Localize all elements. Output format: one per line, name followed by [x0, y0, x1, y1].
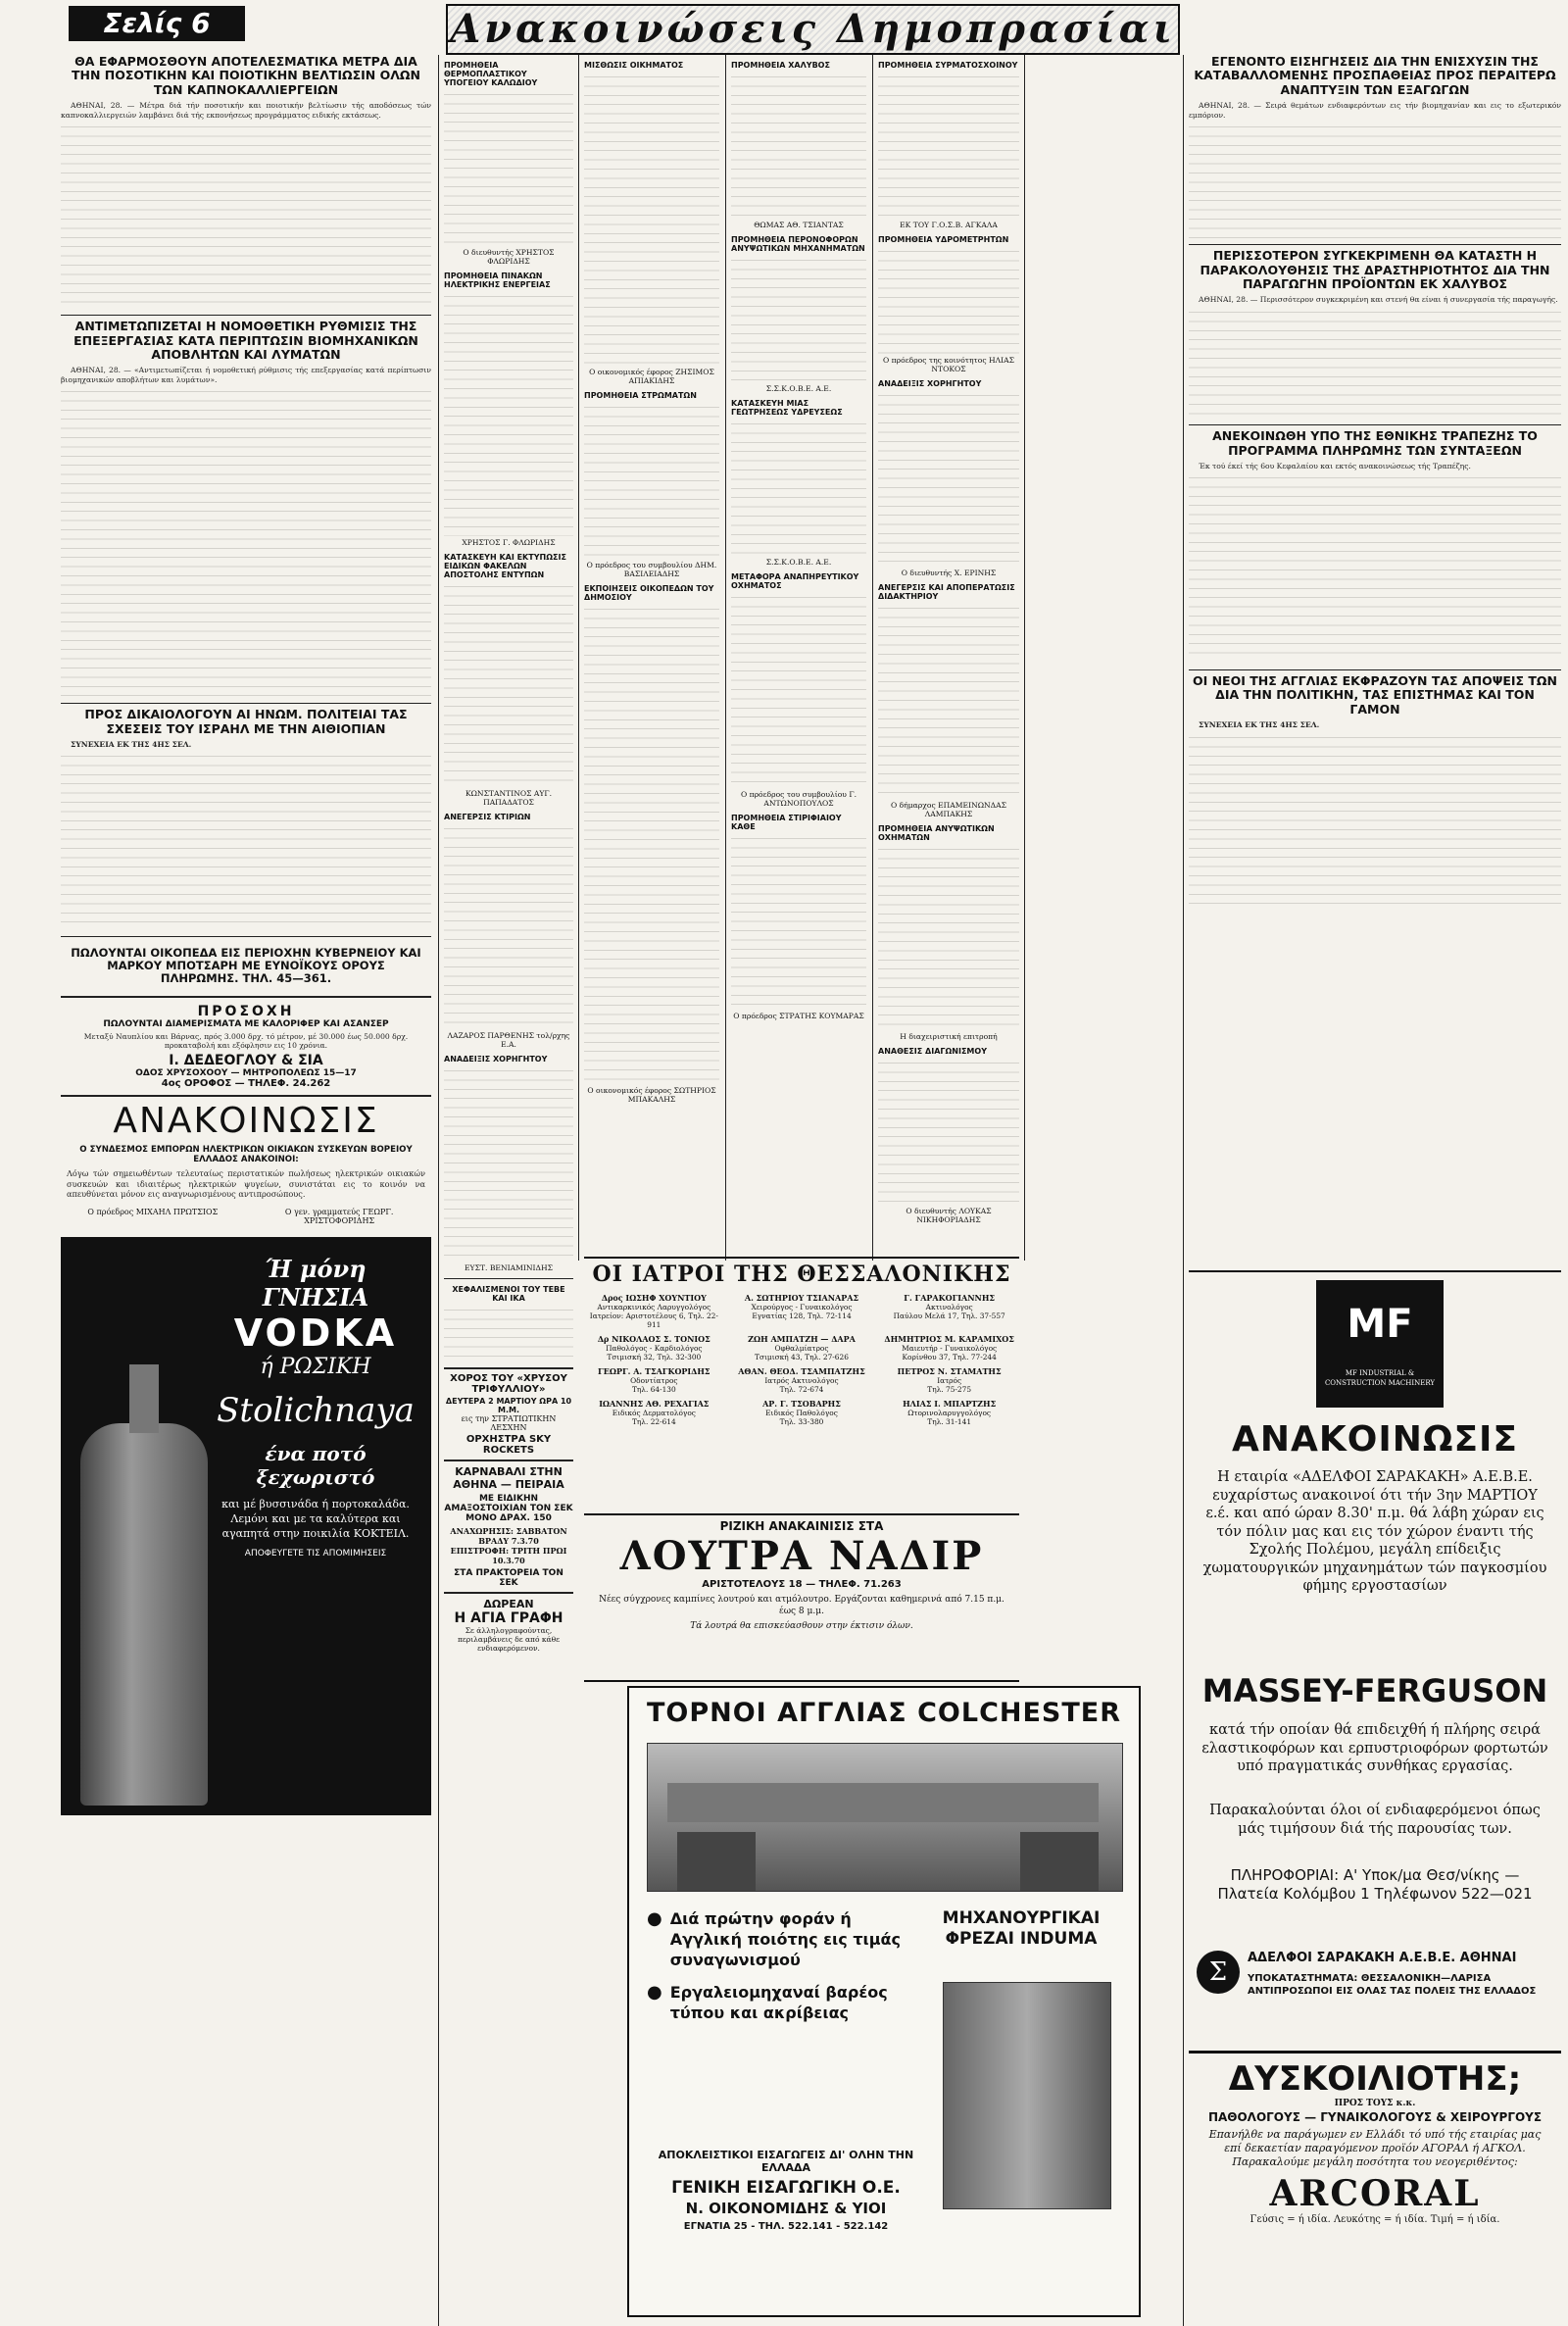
arcoral-sub: ΠΡΟΣ ΤΟΥΣ κ.κ.	[1334, 2099, 1416, 2108]
doctor-spec: Ιατρός	[937, 1376, 962, 1386]
doctor-spec: Ωτορινολαρυγγολόγος	[907, 1409, 992, 1418]
signature-president: Ο πρόεδρος ΜΙΧΑΗΛ ΠΡΩΤΣΙΟΣ	[87, 1207, 219, 1216]
ad-arcoral: ΔΥΣΚΟΙΛΙΟΤΗΣ; ΠΡΟΣ ΤΟΥΣ κ.κ. ΠΑΘΟΛΟΓΟΥΣ — ΓΥΝΑΙΚΟΛΟΓΟΥΣ & ΧΕΙΡΟΥΡΓΟΥΣ Επανήλθε να παράγωμεν εν Ελλάδι τό υπό τής εταιρίας μας επί δεκαετίαν παραγόμενον προϊόν ΑΓΟΡΑΛ ή ΑΓΚΟΛ. Παρακαλούμε μεγάλη ποσότητα του νεογεριθέντος: ARCORAL Γεύσις = ή ιδία. Λευκότης = ή ιδία. Τιμή = ή ιδία.	[1189, 2051, 1561, 2322]
doctor-entry	[584, 1335, 724, 1361]
notice-signature: Ο διευθυντής ΧΡΗΣΤΟΣ ΦΛΩΡΙΔΗΣ	[463, 248, 555, 266]
arcoral-brand: ARCORAL	[1269, 2173, 1481, 2214]
doctor-name: Γ. ΓΑΡΑΚΟΓΙΑΝΝΗΣ	[904, 1293, 996, 1304]
article-israel	[61, 740, 431, 932]
doctor-addr: Τηλ. 72-674	[779, 1385, 824, 1395]
doctor-entry	[584, 1400, 724, 1426]
induma-title: ΜΗΧΑΝΟΥΡΓΙΚΑΙ ΦΡΕΖΑΙ INDUMA	[942, 1908, 1101, 1949]
notice-signature: Σ.Σ.Κ.Ο.Β.Ε. Α.Ε.	[765, 384, 832, 393]
headline-israel: ΠΡΟΣ ΔΙΚΑΙΟΛΟΓΟΥΝ ΑΙ ΗΝΩΜ. ΠΟΛΙΤΕΙΑΙ ΤΑΣ ΣΧΕΣΕΙΣ ΤΟΥ ΙΣΡΑΗΛ ΜΕ ΤΗΝ ΑΙΘΙΟΠΙΑΝ	[84, 707, 408, 736]
notice-signature: Ο διευθυντής ΛΟΥΚΑΣ ΝΙΚΗΦΟΡΙΑΔΗΣ	[906, 1207, 992, 1224]
doctor-entry	[732, 1367, 872, 1394]
doctor-entry	[732, 1294, 872, 1329]
notice-signature: Ο πρόεδρος ΣΤΡΑΤΗΣ ΚΟΥΜΑΡΑΣ	[733, 1012, 864, 1020]
doctor-addr: Εγνατίας 128, Τηλ. 72-114	[752, 1311, 852, 1321]
doctor-entry	[584, 1294, 724, 1329]
doctor-entry	[732, 1335, 872, 1361]
doctor-spec: Παθολόγος - Καρδιολόγος	[606, 1344, 703, 1354]
notice-signature: ΘΩΜΑΣ ΑΘ. ΤΣΙΑΝΤΑΣ	[754, 221, 844, 229]
notice-title: ΕΚΠΟΙΗΣΕΙΣ ΟΙΚΟΠΕΔΩΝ ΤΟΥ ΔΗΜΟΣΙΟΥ	[584, 584, 714, 602]
column-rule	[1024, 55, 1025, 1261]
doctor-addr: Τηλ. 33-380	[779, 1417, 824, 1427]
doctor-addr: Τσιμισκή 32, Τηλ. 32-300	[607, 1353, 702, 1362]
signature-secretary: Ο γεν. γραμματεύς ΓΕΩΡΓ. ΧΡΙΣΤΟΦΟΡΙΔΗΣ	[284, 1207, 394, 1225]
notice-signature: Ο πρόεδρος του συμβουλίου Γ. ΑΝΤΩΝΟΠΟΥΛΟΣ	[740, 790, 858, 808]
dateline: Έκ τού έκεί τής 6ου Κεφαλαίου και εκτός ανακοινώσεως τής Τραπέζης.	[1199, 462, 1471, 470]
banner: Ανακοινώσεις Δημοπρασίαι	[446, 4, 1180, 55]
dateline: ΑΘΗΝΑΙ, 28. — «Αντιμετωπίζεται ή νομοθετική ρύθμισις τής επεξεργασίας κατά περίπτωσιν βιομηχανικών αποβλήτων και λυμάτων».	[61, 366, 431, 384]
doctor-name: ΖΩΗ ΑΜΠΑΤΖΗ — ΔΑΡΑ	[748, 1334, 856, 1345]
doctor-entry	[879, 1400, 1019, 1426]
headline-pensions: ΑΝΕΚΟΙΝΩΘΗ ΥΠΟ ΤΗΣ ΕΘΝΙΚΗΣ ΤΡΑΠΕΖΗΣ ΤΟ ΠΡΟΓΡΑΜΜΑ ΠΛΗΡΩΜΗΣ ΤΩΝ ΣΥΝΤΑΞΕΩΝ	[1212, 428, 1538, 458]
benefit-heavy: Εργαλειομηχαναί βαρέος τύπου και ακρίβειας	[669, 1983, 888, 2022]
notice-title: ΠΡΟΜΗΘΕΙΑ ΠΙΝΑΚΩΝ ΗΛΕΚΤΡΙΚΗΣ ΕΝΕΡΓΕΙΑΣ	[444, 272, 551, 289]
column-4	[731, 55, 866, 1202]
article-waste	[61, 366, 431, 699]
importer-line: ΑΠΟΚΛΕΙΣΤΙΚΟΙ ΕΙΣΑΓΩΓΕΙΣ ΔΙ' ΟΛΗΝ ΤΗΝ ΕΛΛΑΔΑ	[658, 2149, 914, 2174]
mf-branches: ΥΠΟΚΑΤΑΣΤΗΜΑΤΑ: ΘΕΣΣΑΛΟΝΙΚΗ—ΛΑΡΙΣΑ ΑΝΤΙΠΡΟΣΩΠΟΙ ΕΙΣ ΟΛΑΣ ΤΑΣ ΠΟΛΕΙΣ ΤΗΣ ΕΛΛΑΔΟΣ	[1248, 1973, 1537, 1997]
headline-youth: ΟΙ ΝΕΟΙ ΤΗΣ ΑΓΓΛΙΑΣ ΕΚΦΡΑΖΟΥΝ ΤΑΣ ΑΠΟΨΕΙΣ ΤΩΝ ΔΙΑ ΤΗΝ ΠΟΛΙΤΙΚΗΝ, ΤΑΣ ΕΠΙΣΤΗΜΑΣ ΚΑΙ ΤΟΝ ΓΑΜΟΝ	[1192, 673, 1558, 717]
doctor-spec: Οδοντίατρος	[630, 1376, 678, 1386]
column-1	[61, 55, 431, 2319]
doctor-addr: Τηλ. 31-141	[927, 1417, 972, 1427]
milling-machine-photo	[943, 1982, 1111, 2209]
ad-bible: ΔΩΡΕΑΝ Η ΑΓΙΑ ΓΡΑΦΗ Σε άλληλογραφούντας, περιλαμβάνεις δε από κάθε ενδιαφερόμενον.	[454, 1598, 564, 1653]
column-rule	[578, 55, 579, 1261]
column-2	[444, 55, 573, 2319]
mf-logo-mark: MF	[1347, 1302, 1413, 1347]
continuation: ΣΥΝΕΧΕΙΑ ΕΚ ΤΗΣ 4ΗΣ ΣΕΛ.	[71, 740, 192, 749]
dateline: ΑΘΗΝΑΙ, 28. — Μέτρα διά τήν ποσοτικήν και ποιοτικήν βελτίωσιν τής αποδόσεως τών καπνοκαλλιεργειών λαμβάνει διά τής εκπονήσεως προγράμματος ειδικής εκτάσεως.	[61, 101, 431, 120]
headline-waste: ΑΝΤΙΜΕΤΩΠΙΖΕΤΑΙ Η ΝΟΜΟΘΕΤΙΚΗ ΡΥΘΜΙΣΙΣ ΤΗΣ ΕΠΕΞΕΡΓΑΣΙΑΣ ΚΑΤΑ ΠΕΡΙΠΤΩΣΙΝ ΒΙΟΜΗΧΑΝΙΚΩΝ ΑΠΟΒΛΗΤΩΝ ΚΑΙ ΛΥΜΑΤΩΝ	[74, 319, 418, 362]
dateline: ΑΘΗΝΑΙ, 28. — Σειρά θεμάτων ενδιαφερόντων εις τήν βιομηχανίαν και εις το εξωτερικόν εμπόριον.	[1189, 101, 1561, 120]
doctor-addr: Παύλου Μελά 17, Τηλ. 37-557	[893, 1311, 1005, 1321]
doctor-spec: Χειρούργος - Γυναικολόγος	[751, 1303, 853, 1312]
ad-massey-ferguson: MF MF INDUSTRIAL & CONSTRUCTION MACHINERY ΑΝΑΚΟΙΝΩΣΙΣ Η εταιρία «ΑΔΕΛΦΟΙ ΣΑΡΑΚΑΚΗ» Α.Ε.Β.Ε. ευχαρίστως ανακοινοί ότι τήν 3ην ΜΑΡΤΙΟΥ ε.έ. και από ώραν 8.30' π.μ. θά λάβη χώραν εις τόν πόλιν μας και εις τόν χώρον έναντι τής Σχολής Πολέμου, μεγάλη επίδειξις χωματουργικών μηχανημάτων τών παγκοσμίου φήμης εργοστασίων MASSEY-FERGUSON κατά τήν οποίαν θά επιδειχθή ή πλήρης σειρά ελαστικοφόρων και ερπυστριοφόρων φορτωτών υπό πραγματικάς συνθήκας εργασίας. Παρακαλούνται όλοι οί ενδιαφερόμενοι όπως μάς τιμήσουν διά τής παρουσίας των. ΠΛΗΡΟΦΟΡΙΑΙ: Α' Υποκ/μα Θεσ/νίκης — Πλατεία Κολόμβου 1 Τηλέφωνον 522—021 Σ ΑΔΕΛΦΟΙ ΣΑΡΑΚΑΚΗ Α.Ε.Β.Ε. ΑΘΗΝΑΙ ΥΠΟΚΑΤΑΣΤΗΜΑΤΑ: ΘΕΣΣΑΛΟΝΙΚΗ—ΛΑΡΙΣΑ ΑΝΤΙΠΡΟΣΩΠΟΙ ΕΙΣ ΟΛΑΣ ΤΑΣ ΠΟΛΕΙΣ ΤΗΣ ΕΛΛΑΔΟΣ	[1189, 1270, 1561, 2047]
doctor-name: ΠΕΤΡΟΣ Ν. ΣΤΑΜΑΤΗΣ	[897, 1366, 1002, 1377]
mf-logo-text: MF INDUSTRIAL & CONSTRUCTION MACHINERY	[1324, 1369, 1436, 1387]
bullet-icon: ●	[647, 1908, 662, 1929]
doctor-name: ΗΛΙΑΣ Ι. ΜΠΑΡΤΖΗΣ	[903, 1399, 997, 1410]
headline-steel: ΠΕΡΙΣΣΟΤΕΡΟΝ ΣΥΓΚΕΚΡΙΜΕΝΗ ΘΑ ΚΑΤΑΣΤΗ Η ΠΑΡΑΚΟΛΟΥΘΗΣΙΣ ΤΗΣ ΔΡΑΣΤΗΡΙΟΤΗΤΟΣ ΔΙΑ ΤΗΝ ΠΑΡΑΓΩΓΗΝ ΠΡΟΪΟΝΤΩΝ ΕΚ ΧΑΛΥΒΟΣ	[1200, 248, 1550, 291]
notice-signature: Ο οικονομικός έφορος ΖΗΣΙΜΟΣ ΑΠΙΑΚΙΔΗΣ	[589, 368, 714, 385]
doctor-name: ΓΕΩΡΓ. Α. ΤΣΑΓΚΟΡΙΔΗΣ	[598, 1366, 710, 1377]
doctor-entry	[879, 1294, 1019, 1329]
doctor-spec: Οφθαλμίατρος	[774, 1344, 829, 1354]
doctor-entry	[732, 1400, 872, 1426]
mf-brand: MASSEY-FERGUSON	[1201, 1672, 1548, 1709]
notice-title: ΠΡΟΜΗΘΕΙΑ ΘΕΡΜΟΠΛΑΣΤΙΚΟΥ ΥΠΟΓΕΙΟΥ ΚΑΛΩΔΙΟΥ	[444, 61, 538, 87]
doctor-entry	[879, 1335, 1019, 1361]
notice-signature: Σ.Σ.Κ.Ο.Β.Ε. Α.Ε.	[765, 558, 832, 567]
doctor-addr: Τηλ. 22-614	[631, 1417, 676, 1427]
importer-address: ΕΓΝΑΤΙΑ 25 - ΤΗΛ. 522.141 - 522.142	[683, 2221, 889, 2232]
bottle-illustration	[80, 1423, 208, 1806]
doctor-name: ΔΗΜΗΤΡΙΟΣ Μ. ΚΑΡΑΜΙΧΟΣ	[884, 1334, 1014, 1345]
column-rule	[438, 55, 439, 2326]
mf-text-intro: Η εταιρία «ΑΔΕΛΦΟΙ ΣΑΡΑΚΑΚΗ» Α.Ε.Β.Ε. ευχαρίστως ανακοινοί ότι τήν 3ην ΜΑΡΤΙΟΥ ε.έ. και από ώραν 8.30' π.μ. θά λάβη χώραν εις τόν πόλιν μας και εις τόν χώρον έναντι τής Σχολής Πολέμου, μεγάλη επίδειξις χωματουργικών μηχανημάτων τών παγκοσμίου φήμης εργοστασίων	[1202, 1469, 1547, 1594]
notice-title: ΧΕΦΑΛΙΣΜΕΝΟΙ ΤΟΥ ΤΕΒΕ ΚΑΙ ΙΚΑ	[452, 1285, 565, 1303]
doctor-name: ΙΩΑΝΝΗΣ ΑΘ. ΡΕΧΑΓΙΑΣ	[599, 1399, 710, 1410]
column-rule	[1183, 55, 1184, 2326]
notice-signature: ΛΑΖΑΡΟΣ ΠΑΡΘΕΝΗΣ τολ/ρχης Ε.Α.	[447, 1031, 570, 1049]
doctor-name: ΑΘΑΝ. ΘΕΟΔ. ΤΣΑΜΠΑΤΖΗΣ	[738, 1366, 865, 1377]
mf-company: ΑΔΕΛΦΟΙ ΣΑΡΑΚΑΚΗ Α.Ε.Β.Ε. ΑΘΗΝΑΙ	[1248, 1951, 1517, 1965]
mf-text-invite: Παρακαλούνται όλοι οί ενδιαφερόμενοι όπως μάς τιμήσουν διά τής παρουσίας των.	[1209, 1803, 1541, 1837]
notice-title: ΠΡΟΜΗΘΕΙΑ ΣΤΙΡΙΦΙΑΙΟΥ ΚΑΘΕ	[731, 814, 842, 831]
doctor-addr: Τηλ. 75-275	[927, 1385, 972, 1395]
page-label: Σελίς 6	[69, 6, 245, 41]
notice-signature: Ο πρόεδρος της κοινότητος ΗΛΙΑΣ ΝΤΟΚΟΣ	[883, 356, 1014, 373]
ad-prosoxi: ΠΡΟΣΟΧΗ ΠΩΛΟΥΝΤΑΙ ΔΙΑΜΕΡΙΣΜΑΤΑ ΜΕ ΚΑΛΟΡΙΦΕΡ ΚΑΙ ΑΣΑΝΣΕΡ Μεταξύ Ναυπλίου και Βάρνας, πρός 3.000 δρχ. τό μέτρον, μέ 30.000 έως 50.000 δρχ. προκαταβολή και εξόφλησιν εις 10 χρόνια. Ι. ΔΕΔΕΟΓΛΟΥ & ΣΙΑ ΟΔΟΣ ΧΡΥΣΟΧΟΟΥ — ΜΗΤΡΟΠΟΛΕΩΣ 15—17 4ος ΟΡΟΦΟΣ — ΤΗΛΕΦ. 24.262	[83, 1003, 409, 1090]
continuation: ΣΥΝΕΧΕΙΑ ΕΚ ΤΗΣ 4ΗΣ ΣΕΛ.	[1199, 720, 1320, 730]
doctor-spec: Αντικαρκινικός Λαρυγγολόγος	[597, 1303, 711, 1312]
bullet-icon: ●	[647, 1982, 662, 2003]
article-tobacco	[61, 101, 431, 311]
doctor-name: Α. ΣΩΤΗΡΙΟΥ ΤΣΙΑΝΑΡΑΣ	[744, 1293, 859, 1304]
mf-info: ΠΛΗΡΟΦΟΡΙΑΙ: Α' Υποκ/μα Θεσ/νίκης — Πλατεία Κολόμβου 1 Τηλέφωνον 522—021	[1217, 1866, 1533, 1903]
ad-loutra-nadir: ΡΙΖΙΚΗ ΑΝΑΚΑΙΝΙΣΙΣ ΣΤΑ ΛΟΥΤΡΑ ΝΑΔΙΡ ΑΡΙΣΤΟΤΕΛΟΥΣ 18 — ΤΗΛΕΦ. 71.263 Νέες σύγχρονες καμπίνες λουτρού και ατμόλουτρο. Εργάζονται καθημερινά από 7.15 π.μ. έως 8 μ.μ. Τά λουτρά θα επισκεύασθουν στην έκτισιν όλων.	[584, 1513, 1019, 1682]
doctor-addr: Ιατρείον: Αριστοτέλους 6, Τηλ. 22-911	[589, 1311, 718, 1330]
column-rule	[872, 55, 873, 1261]
notice-signature: Ο διευθυντής Χ. ΕΡΙΝΗΣ	[901, 569, 997, 577]
notice-signature: ΧΡΗΣΤΟΣ Γ. ΦΛΩΡΙΔΗΣ	[462, 538, 556, 547]
ad-vodka: Ή μόνη ΓΝΗΣΙΑ VODKA ή ΡΩΣΙΚΗ Stolichnaya ένα ποτό ξεχωριστό και μέ βυσσινάδα ή πορτοκαλάδα. Λεμόνι και με τα καλύτερα και αγαπητά στην ποικιλία ΚΟΚΤΕΙΛ. ΑΠΟΦΕΥΓΕΤΕ ΤΙΣ ΑΠΟΜΙΜΗΣΕΙΣ	[61, 1237, 431, 1815]
ad-dance: ΧΟΡΟΣ ΤΟΥ «ΧΡΥΣΟΥ ΤΡΙΦΥΛΛΙΟΥ» ΔΕΥΤΕΡΑ 2 ΜΑΡΤΙΟΥ ΩΡΑ 10 Μ.Μ. εις την ΣΤΡΑΤΙΩΤΙΚΗΝ ΛΕΣΧΗΝ ΟΡΧΗΣΤΡΑ SKY ROCKETS	[445, 1373, 572, 1456]
notice-title: ΠΡΟΜΗΘΕΙΑ ΣΤΡΩΜΑΤΩΝ	[584, 391, 697, 400]
importer-family: Ν. ΟΙΚΟΝΟΜΙΔΗΣ & ΥΙΟΙ	[685, 2200, 887, 2217]
notice-signature: Ο οικονομικός έφορος ΣΩΤΗΡΙΟΣ ΜΠΑΚΑΛΗΣ	[587, 1086, 716, 1104]
doctor-spec: Ακτινολόγος	[925, 1303, 973, 1312]
ad-plots-for-sale: ΠΩΛΟΥΝΤΑΙ ΟΙΚΟΠΕΔΑ ΕΙΣ ΠΕΡΙΟΧΗΝ ΚΥΒΕΡΝΕΙΟΥ ΚΑΙ ΜΑΡΚΟΥ ΜΠΟΤΣΑΡΗ ΜΕ ΕΥΝΟΪΚΟΥΣ ΟΡΟΥΣ ΠΛΗΡΩΜΗΣ. ΤΗΛ. 45—361.	[71, 946, 421, 986]
doctor-spec: Ιατρός Ακτινολόγος	[764, 1376, 839, 1386]
doctors-directory	[584, 1257, 1019, 1511]
headline-tobacco: ΘΑ ΕΦΑΡΜΟΣΘΟΥΝ ΑΠΟΤΕΛΕΣΜΑΤΙΚΑ ΜΕΤΡΑ ΔΙΑ ΤΗΝ ΠΟΣΟΤΙΚΗΝ ΚΑΙ ΠΟΙΟΤΙΚΗΝ ΒΕΛΤΙΩΣΙΝ ΟΛΩΝ ΤΩΝ ΚΑΠΝΟΚΑΛΛΙΕΡΓΕΙΩΝ	[72, 55, 420, 97]
column-rule	[725, 55, 726, 1261]
doctor-entry	[584, 1367, 724, 1394]
notice-title: ΠΡΟΜΗΘΕΙΑ ΥΔΡΟΜΕΤΡΗΤΩΝ	[878, 235, 1009, 244]
notice-title: ΚΑΤΑΣΚΕΥΗ ΚΑΙ ΕΚΤΥΠΩΣΙΣ ΕΙΔΙΚΩΝ ΦΑΚΕΛΩΝ ΑΠΟΣΤΟΛΗΣ ΕΝΤΥΠΩΝ	[444, 553, 566, 579]
doctors-title: ΟΙ ΙΑΤΡΟΙ ΤΗΣ ΘΕΣΣΑΛΟΝΙΚΗΣ	[592, 1262, 1011, 1287]
ad-carnival: ΚΑΡΝΑΒΑΛΙ ΣΤΗΝ ΑΘΗΝΑ — ΠΕΙΡΑΙΑ ΜΕ ΕΙΔΙΚΗΝ ΑΜΑΞΟΣΤΟΙΧΙΑΝ ΤΟΝ ΣΕΚ ΜΟΝΟ ΔΡΑΧ. 150 ΑΝΑΧΩΡΗΣΙΣ: ΣΑΒΒΑΤΟΝ ΒΡΑΔΥ 7.3.70 ΕΠΙΣΤΡΟΦΗ: ΤΡΙΤΗ ΠΡΩΙ 10.3.70 ΣΤΑ ΠΡΑΚΤΟΡΕΙΑ ΤΟΝ ΣΕΚ	[444, 1465, 573, 1588]
notice-signature: ΕΚ ΤΟΥ Γ.Ο.Σ.Β. ΑΓΚΑΛΑ	[900, 221, 998, 229]
notice-signature: Ο πρόεδρος του συμβουλίου ΔΗΜ. ΒΑΣΙΛΕΙΑΔΗΣ	[586, 561, 717, 578]
notice-title: ΜΕΤΑΦΟΡΑ ΑΝΑΠΗΡΕΥΤΙΚΟΥ ΟΧΗΜΑΤΟΣ	[731, 572, 859, 590]
column-3	[584, 55, 719, 1202]
stolichnaya-logo: Stolichnaya	[217, 1390, 415, 1430]
lathe-photo	[647, 1743, 1123, 1892]
doctor-spec: Μαιευτήρ - Γυναικολόγος	[902, 1344, 998, 1354]
doctor-spec: Ειδικός Δερματολόγος	[612, 1409, 696, 1418]
doctor-addr: Κορίνθου 37, Τηλ. 77-244	[902, 1353, 997, 1362]
notice-title: ΠΡΟΜΗΘΕΙΑ ΣΥΡΜΑΤΟΣΧΟΙΝΟΥ	[878, 61, 1018, 70]
doctor-addr: Τσιμισκή 43, Τηλ. 27-626	[755, 1353, 849, 1362]
doctor-spec: Ειδικός Παθολόγος	[765, 1409, 838, 1418]
ad-appliance-notice: ΑΝΑΚΟΙΝΩΣΙΣ Ο ΣΥΝΔΕΣΜΟΣ ΕΜΠΟΡΩΝ ΗΛΕΚΤΡΙΚΩΝ ΟΙΚΙΑΚΩΝ ΣΥΣΚΕΥΩΝ ΒΟΡΕΙΟΥ ΕΛΛΑΔΟΣ ΑΝΑΚΟΙΝΟΙ: Λόγω τών σημειωθέντων τελευταίως περιστατικών πωλήσεως ηλεκτρικών οικιακών συσκευών και ιδιαιτέρως ηλεκτρικών ψυγείων, συνιστάται εις το κοινόν να απευθύνεται μόνον εις αναγνωρισμένους αντιπροσώπους. Ο πρόεδρος ΜΙΧΑΗΛ ΠΡΩΤΣΙΟΣ Ο γεν. γραμματεύς ΓΕΩΡΓ. ΧΡΙΣΤΟΦΟΡΙΔΗΣ	[67, 1101, 425, 1225]
notice-title: ΑΝΑΘΕΣΙΣ ΔΙΑΓΩΝΙΣΜΟΥ	[878, 1047, 987, 1056]
column-6	[1189, 55, 1561, 1270]
doctor-entry	[879, 1367, 1019, 1394]
notice-signature: Η διαχειριστική επιτροπή	[900, 1032, 998, 1041]
importer-name: ΓΕΝΙΚΗ ΕΙΣΑΓΩΓΙΚΗ Ο.Ε.	[671, 2178, 901, 2198]
notice-signature: ΚΩΝΣΤΑΝΤΙΝΟΣ ΑΥΓ. ΠΑΠΑΔΑΤΟΣ	[465, 789, 553, 807]
arcoral-text: Επανήλθε να παράγωμεν εν Ελλάδι τό υπό τής εταιρίας μας επί δεκαετίαν παραγόμενον προϊόν ΑΓΟΡΑΛ ή ΑΓΚΟΛ. Παρακαλούμε μεγάλη ποσότητα του νεογεριθέντος:	[1208, 2128, 1542, 2168]
benefit-quality: Διά πρώτην φοράν ή Αγγλική ποιότης εις τιμάς συναγωνισμού	[669, 1909, 902, 1969]
notice-title: ΑΝΑΔΕΙΞΙΣ ΧΟΡΗΓΗΤΟΥ	[444, 1055, 548, 1064]
ad-colchester: ΤΟΡΝΟΙ ΑΓΓΛΙΑΣ COLCHESTER ● Διά πρώτην φοράν ή Αγγλική ποιότης εις τιμάς συναγωνισμού ● Εργαλειομηχαναί βαρέος τύπου και ακρίβειας ΜΗΧΑΝΟΥΡΓΙΚΑΙ ΦΡΕΖΑΙ INDUMA ΑΠΟΚΛΕΙΣΤΙΚΟΙ ΕΙΣΑΓΩΓΕΙΣ ΔΙ' ΟΛΗΝ ΤΗΝ ΕΛΛΑΔΑ ΓΕΝΙΚΗ ΕΙΣΑΓΩΓΙΚΗ Ο.Ε. Ν. ΟΙΚΟΝΟΜΙΔΗΣ & ΥΙΟΙ ΕΓΝΑΤΙΑ 25 - ΤΗΛ. 522.141 - 522.142	[627, 1686, 1141, 2317]
notice-signature: Ο δήμαρχος ΕΠΑΜΕΙΝΩΝΔΑΣ ΛΑΜΠΑΚΗΣ	[890, 801, 1007, 818]
notice-title: ΜΙΣΘΩΣΙΣ ΟΙΚΗΜΑΤΟΣ	[584, 61, 684, 70]
doctor-name: ΑΡ. Γ. ΤΣΟΒΑΡΗΣ	[762, 1399, 841, 1410]
mf-text-demo: κατά τήν οποίαν θά επιδειχθή ή πλήρης σειρά ελαστικοφόρων και ερπυστριοφόρων φορτωτών υπό πραγματικάς συνθήκας εργασίας.	[1201, 1722, 1548, 1774]
doctor-addr: Τηλ. 64-130	[631, 1385, 676, 1395]
notice-title: ΠΡΟΜΗΘΕΙΑ ΑΝΥΨΩΤΙΚΩΝ ΟΧΗΜΑΤΩΝ	[878, 824, 995, 842]
dateline: ΑΘΗΝΑΙ, 28. — Περισσότερον συγκεκριμένη και στενή θα είναι ή συνεργασία τής παραγωγής.	[1199, 295, 1558, 305]
sarakakis-logo: Σ	[1197, 1951, 1240, 1994]
notice-title: ΚΑΤΑΣΚΕΥΗ ΜΙΑΣ ΓΕΩΤΡΗΣΕΩΣ ΥΔΡΕΥΣΕΩΣ	[731, 399, 843, 417]
doctor-name: Δρ ΝΙΚΟΛΑΟΣ Σ. ΤΟΝΙΟΣ	[597, 1334, 710, 1345]
notice-title: ΑΝΕΓΕΡΣΙΣ ΚΤΙΡΙΩΝ	[444, 813, 531, 821]
notice-signature: ΕΥΣΤ. ΒΕΝΙΑΜΙΝΙΔΗΣ	[465, 1263, 553, 1272]
mf-logo	[1316, 1280, 1444, 1408]
arcoral-foot: Γεύσις = ή ιδία. Λευκότης = ή ιδία. Τιμή = ή ιδία.	[1250, 2214, 1500, 2225]
doctor-name: Δρος ΙΩΣΗΦ ΧΟΥΝΤΙΟΥ	[601, 1293, 707, 1304]
notice-title: ΑΝΕΓΕΡΣΙΣ ΚΑΙ ΑΠΟΠΕΡΑΤΩΣΙΣ ΔΙΔΑΚΤΗΡΙΟΥ	[878, 583, 1015, 601]
headline-exports: ΕΓΕΝΟΝΤΟ ΕΙΣΗΓΗΣΕΙΣ ΔΙΑ ΤΗΝ ΕΝΙΣΧΥΣΙΝ ΤΗΣ ΚΑΤΑΒΑΛΛΟΜΕΝΗΣ ΠΡΟΣΠΑΘΕΙΑΣ ΠΡΟΣ ΠΕΡΑΙΤΕΡΩ ΑΝΑΠΤΥΞΙΝ ΤΩΝ ΕΞΑΓΩΓΩΝ	[1194, 55, 1556, 97]
doctors-list	[584, 1291, 1019, 1429]
notice-title: ΠΡΟΜΗΘΕΙΑ ΧΑΛΥΒΟΣ	[731, 61, 830, 70]
notice-title: ΑΝΑΔΕΙΞΙΣ ΧΟΡΗΓΗΤΟΥ	[878, 379, 982, 388]
notice-title: ΠΡΟΜΗΘΕΙΑ ΠΕΡΟΝΟΦΟΡΩΝ ΑΝΥΨΩΤΙΚΩΝ ΜΗΧΑΝΗΜΑΤΩΝ	[731, 235, 865, 253]
arcoral-docs: ΠΑΘΟΛΟΓΟΥΣ — ΓΥΝΑΙΚΟΛΟΓΟΥΣ & ΧΕΙΡΟΥΡΓΟΥΣ	[1207, 2110, 1543, 2124]
